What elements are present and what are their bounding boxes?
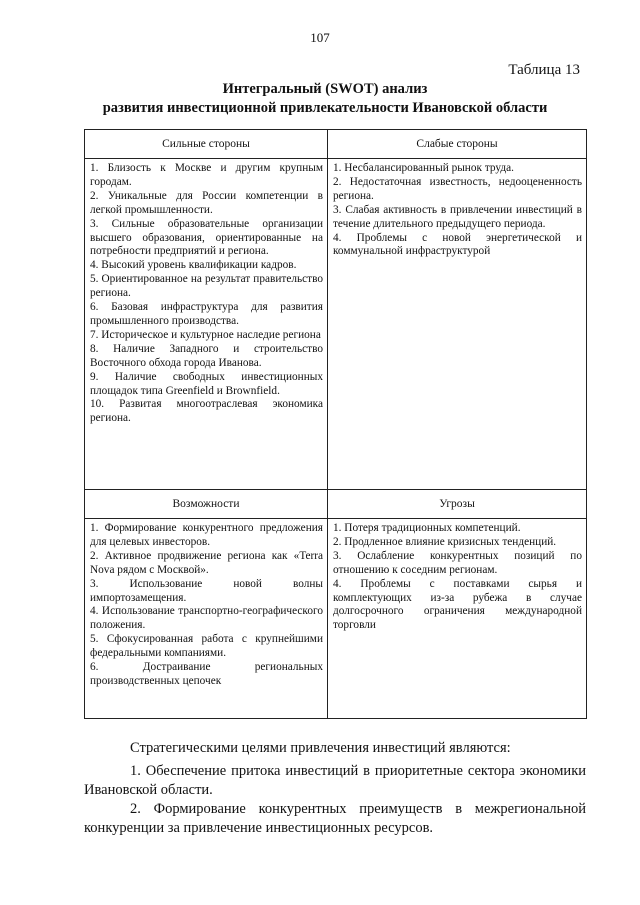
strength-item: 5. Ориентированное на результат правительство региона.: [90, 273, 323, 300]
title-line-2: развития инвестиционной привлекательности Ивановской области: [102, 100, 548, 116]
opportunity-item: 2. Активное продвижение региона как «Terra Nova рядом с Москвой».: [90, 549, 323, 576]
strength-item: 6. Базовая инфраструктура для развития промышленного производства.: [90, 301, 323, 327]
strength-item: 2. Уникальные для России компетенции в легкой промышленности.: [90, 189, 323, 216]
table-title: [60, 80, 590, 118]
title-line-1: Интегральный (SWOT) анализ: [222, 81, 428, 97]
swot-table: [84, 129, 587, 719]
opportunity-item: 6. Достраивание региональных производственных цепочек: [90, 661, 323, 687]
opportunity-item: 3. Использование новой волны импортозамещения.: [90, 577, 323, 604]
weakness-item: 3. Слабая активность в привлечении инвестиций в течение длительного предыдущего периода.: [333, 203, 582, 230]
threat-item: 3. Ослабление конкурентных позиций по отношению к соседним регионам.: [333, 549, 582, 576]
opportunity-item: 1. Формирование конкурентного предложения для целевых инвесторов.: [90, 522, 323, 548]
opportunities-header: Возможности: [85, 490, 328, 519]
weakness-item: 1. Несбалансированный рынок труда.: [333, 162, 514, 174]
strength-item: 7. Историческое и культурное наследие региона: [90, 328, 321, 341]
goal-paragraph-2: 2. Формирование конкурентных преимуществ в межрегиональной конкуренции за привлечение инвестиционных ресурсов.: [84, 801, 586, 836]
table-label: Таблица 13: [508, 62, 580, 78]
goals-intro: Стратегическими целями привлечения инвестиций являются:: [130, 740, 511, 756]
goal-paragraph-1: 1. Обеспечение притока инвестиций в приоритетные сектора экономики Ивановской области.: [84, 763, 586, 798]
threats-cell: [328, 519, 587, 719]
weakness-item: 4. Проблемы с новой энергетической и коммунальной инфраструктурой: [333, 231, 582, 258]
strength-item: 3. Сильные образовательные организации высшего образования, ориентированные на потребности предприятий и региона.: [90, 217, 323, 258]
weakness-item: 2. Недостаточная известность, недооцененность региона.: [333, 175, 582, 202]
strength-item: 8. Наличие Западного и строительство Восточного обхода города Иванова.: [90, 342, 323, 369]
page-number: 107: [310, 30, 330, 45]
threat-item: 4. Проблемы с поставками сырья и комплектующих из-за рубежа в случае долгосрочного ограничения международной торговли: [333, 577, 582, 632]
opportunity-item: 5. Сфокусированная работа с крупнейшими федеральными компаниями.: [90, 633, 323, 660]
weaknesses-header: Слабые стороны: [328, 130, 587, 159]
weaknesses-cell: [328, 159, 587, 490]
opportunities-cell: [85, 519, 328, 719]
threat-item: 1. Потеря традиционных компетенций.: [333, 522, 521, 534]
strengths-header: Сильные стороны: [85, 130, 328, 159]
strength-item: 10. Развитая многоотраслевая экономика региона.: [90, 398, 323, 425]
threat-item: 2. Продленное влияние кризисных тенденций.: [333, 535, 557, 548]
threats-header: Угрозы: [328, 490, 587, 519]
strength-item: 1. Близость к Москве и другим крупным городам.: [90, 162, 323, 188]
strength-item: 9. Наличие свободных инвестиционных площадок типа Greenfield и Brownfield.: [90, 370, 323, 397]
opportunity-item: 4. Использование транспортно-географического положения.: [90, 605, 323, 632]
strength-item: 4. Высокий уровень квалификации кадров.: [90, 259, 297, 272]
strengths-cell: [85, 159, 328, 490]
